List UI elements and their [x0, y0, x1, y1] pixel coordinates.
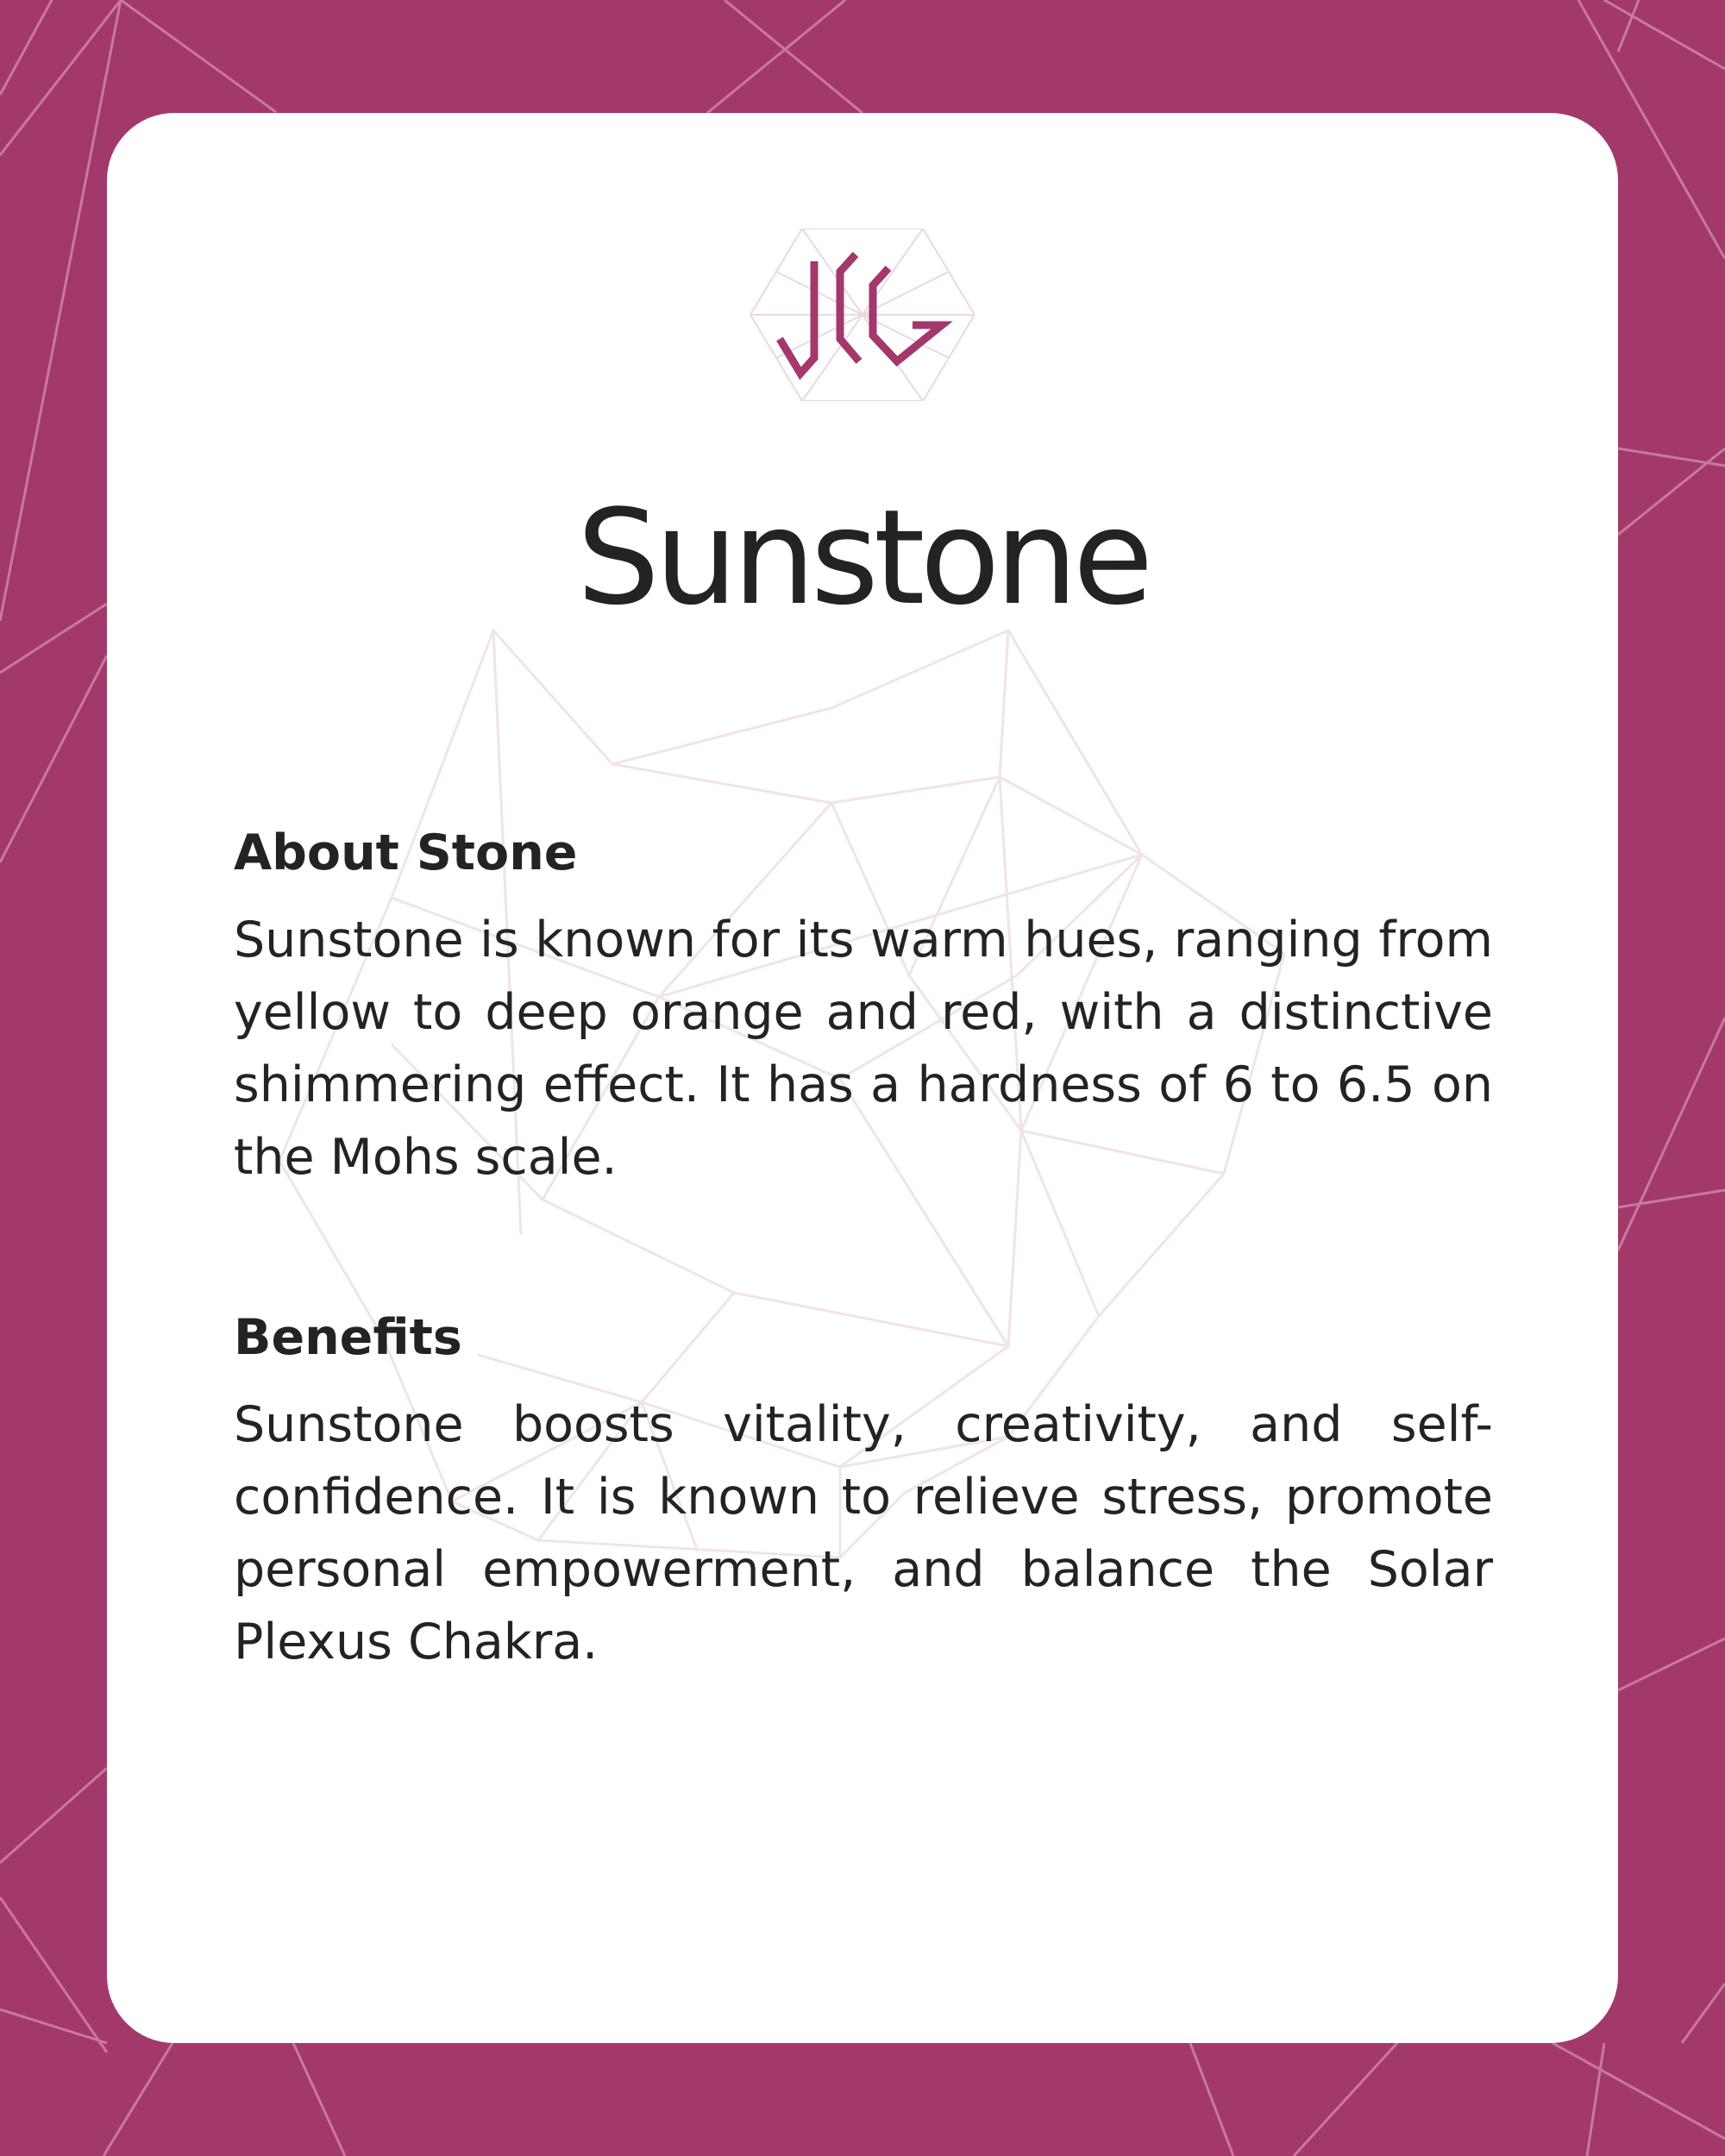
stone-title: Sunstone	[576, 481, 1149, 634]
benefits-section	[234, 1309, 1493, 1678]
about-section	[234, 824, 1493, 1194]
about-heading: About Stone	[234, 824, 578, 881]
about-text: Sunstone is known for its warm hues, ranging from yellow to deep orange and red, with a distinctive shimmering effect. It has a hardness of 6 to 6.5 on the Mohs scale.	[234, 912, 1493, 1186]
jcg-logo	[750, 229, 975, 401]
benefits-text: Sunstone boosts vitality, creativity, and self-confidence. It is known to relieve stress, promote personal empowerment, and balance the Solar Plexus Chakra.	[234, 1396, 1493, 1670]
stone-card	[107, 113, 1618, 2043]
benefits-heading: Benefits	[234, 1309, 462, 1366]
